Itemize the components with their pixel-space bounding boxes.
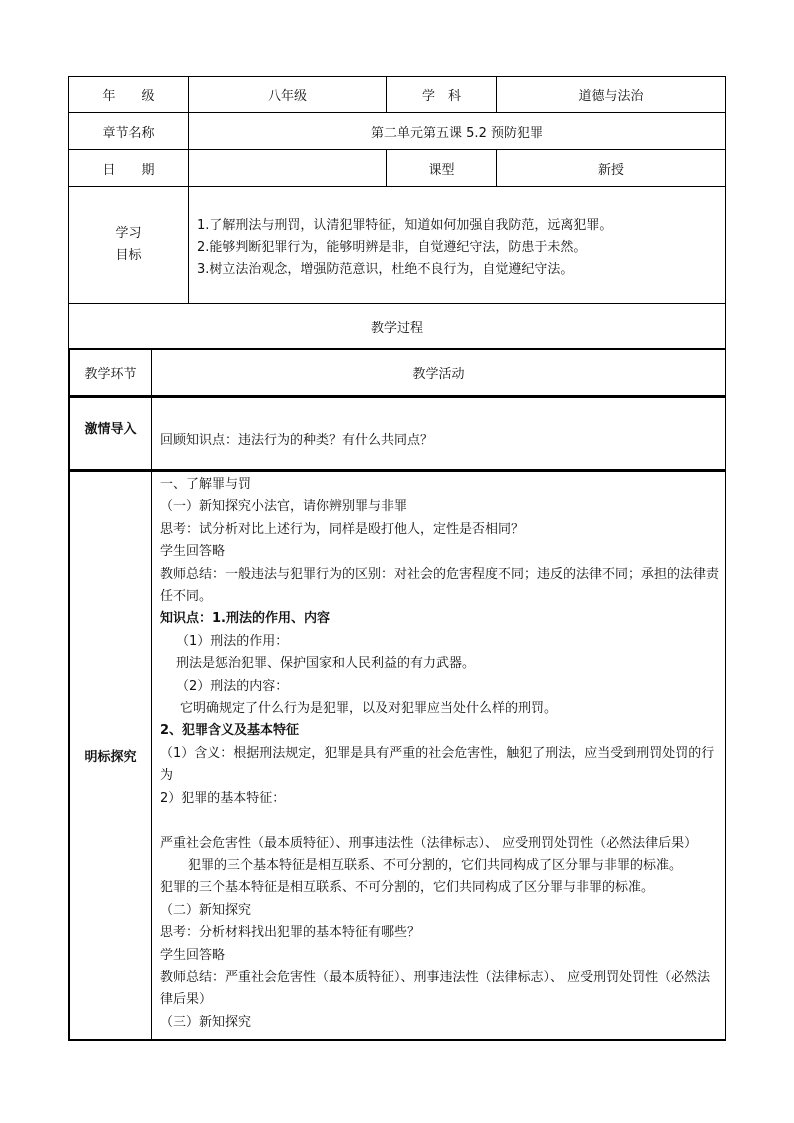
subject-label: 学 科 (387, 77, 497, 113)
explore-line: 学生回答略 (160, 544, 226, 560)
process-header-row (69, 349, 726, 397)
explore-line: 知识点：1.刑法的作用、内容 (160, 611, 330, 627)
chapter-row (69, 113, 726, 150)
explore-line: 犯罪的三个基本特征是相互联系、不可分割的，它们共同构成了区分罪与非罪的标准。 (188, 857, 683, 873)
explore-line: （三）新知探究 (160, 1014, 252, 1030)
explore-line: 刑法是惩治犯罪、保护国家和人民利益的有力武器。 (176, 656, 476, 672)
explore-row (69, 471, 726, 1041)
explore-content (152, 472, 726, 1040)
process-title: 教学过程 (69, 304, 726, 349)
chapter-value: 第二单元第五课 5.2 预防犯罪 (189, 113, 726, 150)
activity-column-header: 教学活动 (152, 350, 726, 396)
chapter-label: 章节名称 (69, 113, 189, 150)
objective-item: 2.能够判断犯罪行为，能够明辨是非，自觉遵纪守法，防患于未然。 (197, 240, 587, 255)
explore-stage: 明标探究 (70, 472, 152, 1040)
explore-line: 2、犯罪含义及基本特征 (160, 723, 300, 739)
explore-line: 教师总结：一般违法与犯罪行为的区别：对社会的危害程度不同；违反的法律不同；承担的法律责任不同。 (160, 566, 720, 605)
explore-line: 学生回答略 (160, 947, 226, 963)
explore-line: （1）含义：根据刑法规定，犯罪是具有严重的社会危害性，触犯了刑法，应当受到刑罚处罚的行为 (160, 745, 715, 784)
intro-text: 回顾知识点：违法行为的种类？有什么共同点？ (152, 398, 726, 470)
explore-line: （2）刑法的内容： (176, 678, 289, 694)
date-row (69, 150, 726, 187)
explore-line: （1）刑法的作用： (176, 633, 289, 649)
objective-item: 3.树立法治观念，增强防范意识，杜绝不良行为，自觉遵纪守法。 (197, 262, 574, 277)
explore-line: 犯罪的三个基本特征是相互联系、不可分割的，它们共同构成了区分罪与非罪的标准。 (160, 880, 655, 896)
explore-line: 思考：试分析对比上述行为，同样是殴打他人，定性是否相同？ (160, 521, 525, 537)
explore-line: 2）犯罪的基本特征： (160, 790, 286, 806)
intro-row (69, 397, 726, 471)
objectives-label: 学习 目标 (69, 187, 189, 304)
process-title-row (69, 304, 726, 349)
grade-row (69, 77, 726, 113)
date-label: 日 期 (69, 150, 189, 187)
explore-line: 一、了解罪与罚 (160, 477, 252, 492)
grade-value: 八年级 (189, 77, 387, 113)
explore-line-text: 严重社会危害性（最本质特征）、刑事违法性（法律标志）、 应受刑罚处罚性（必然法律后果） (160, 835, 698, 851)
objective-item: 1.了解刑法与刑罚，认清犯罪特征，知道如何加强自我防范，远离犯罪。 (197, 218, 613, 233)
intro-stage: 激情导入 (70, 398, 152, 470)
explore-line: 教师总结：严重社会危害性（最本质特征）、刑事违法性（法律标志）、 应受刑罚处罚性（必然法律后果） (160, 969, 711, 1008)
stage-column-header: 教学环节 (70, 350, 152, 396)
explore-line (160, 810, 719, 855)
lesson-type-label: 课型 (387, 150, 497, 187)
lesson-type-value: 新授 (497, 150, 726, 187)
explore-line: （一）新知探究小法官，请你辨别罪与非罪 (160, 499, 408, 515)
objectives-content (189, 187, 726, 304)
subject-value: 道德与法治 (497, 77, 726, 113)
explore-line: 思考：分析材料找出犯罪的基本特征有哪些？ (160, 925, 421, 941)
explore-line: （二）新知探究 (160, 902, 252, 918)
explore-line: 它明确规定了什么行为是犯罪，以及对犯罪应当处什么样的刑罚。 (180, 701, 558, 717)
lesson-plan-table (68, 76, 726, 1041)
objectives-row (69, 187, 726, 304)
grade-label: 年 级 (69, 77, 189, 113)
date-value (189, 150, 387, 187)
